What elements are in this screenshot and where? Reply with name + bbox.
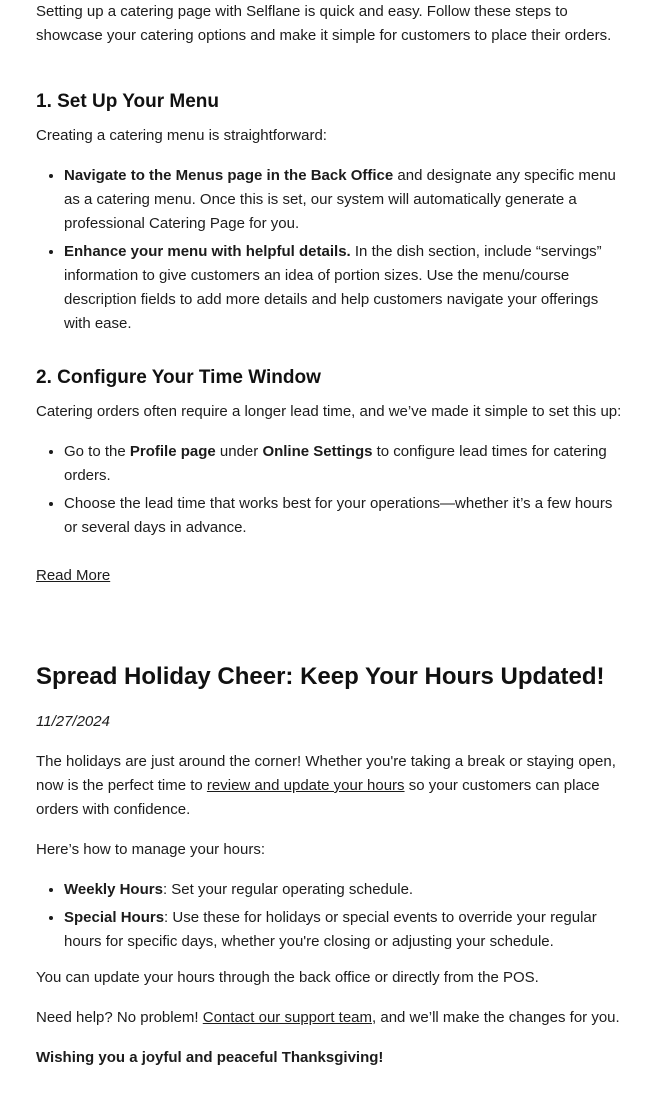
list-item-text: : Use these for holidays or special events to override your regular hours for specific days, whether you're closing or adjusting your schedule. — [64, 909, 597, 950]
list-item-text: and designate any specific menu as a catering menu. Once this is set, our system will automatically generate a professional Catering Page for you. — [64, 167, 616, 232]
para-text: so your customers can place orders with confidence. — [36, 777, 600, 818]
contact-support-link[interactable]: Contact our support team — [202, 1009, 373, 1026]
step1-heading: 1. Set Up Your Menu — [36, 91, 219, 112]
list-item-text: : Set your regular operating schedule. — [162, 881, 414, 898]
list-item-bold: Weekly Hours — [64, 881, 163, 898]
list-item-bold: Special Hours — [64, 909, 165, 926]
holiday-para1 — [36, 750, 626, 822]
para-text: Need help? No problem! — [36, 1009, 203, 1026]
step2-lead: Catering orders often require a longer lead time, and we’ve made it simple to set this up: — [36, 403, 622, 420]
list-item — [64, 878, 626, 902]
list-item — [64, 164, 626, 236]
read-more-link[interactable]: Read More — [36, 567, 111, 584]
profile-page-label: Profile page — [129, 443, 216, 460]
list-item-text: to configure lead times for catering orders. — [64, 443, 607, 484]
holiday-para4 — [36, 1006, 626, 1030]
list-item — [64, 440, 626, 488]
list-item — [64, 240, 626, 336]
step2-heading: 2. Configure Your Time Window — [36, 367, 321, 388]
holiday-para2: Here’s how to manage your hours: — [36, 841, 266, 858]
list-item: • Choose the lead time that works best for your operations—whether it’s a few hours or several days in advance. — [64, 492, 626, 540]
hours-list — [36, 878, 626, 954]
step2-list — [36, 440, 626, 540]
article-content — [36, 0, 626, 1070]
catering-intro: Setting up a catering page with Selflane is quick and easy. Follow these steps to showcase your catering options and make it simple for customers to place their orders. — [36, 3, 612, 44]
step1-lead: Creating a catering menu is straightforward: — [36, 127, 327, 144]
list-item-text: under — [215, 443, 263, 460]
list-item-text: In the dish section, include “servings” information to give customers an idea of portion sizes. Use the menu/course description fields to add more details and help customers navigate your offerings with ease. — [64, 243, 602, 332]
list-item-text: Go to the — [64, 443, 130, 460]
holiday-para3: You can update your hours through the back office or directly from the POS. — [36, 969, 539, 986]
list-item-bold: Enhance your menu with helpful details. — [64, 243, 351, 260]
step1-list — [36, 164, 626, 336]
para-text: , and we’ll make the changes for you. — [372, 1009, 620, 1026]
online-settings-label: Online Settings — [262, 443, 373, 460]
review-hours-link[interactable]: review and update your hours — [206, 777, 405, 794]
list-item-bold: Navigate to the Menus page in the Back Office — [64, 167, 394, 184]
closing-line: Wishing you a joyful and peaceful Thanksgiving! — [36, 1049, 384, 1066]
post-title: Spread Holiday Cheer: Keep Your Hours Updated! — [36, 663, 605, 690]
para-text: The holidays are just around the corner! Whether you're taking a break or staying open, now is the perfect time to — [36, 753, 616, 794]
list-item — [64, 906, 626, 954]
post-date: 11/27/2024 — [36, 713, 110, 730]
